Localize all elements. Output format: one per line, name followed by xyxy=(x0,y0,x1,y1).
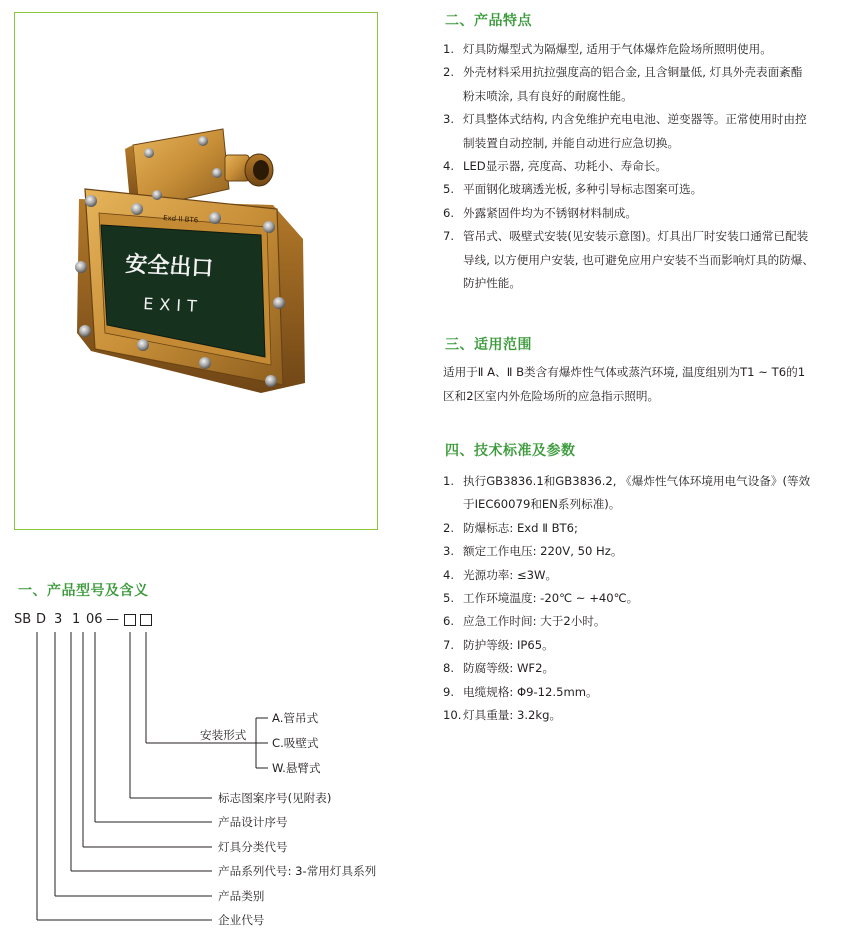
spec-item: 2. 防爆标志: Exd Ⅱ BT6; xyxy=(443,520,578,535)
install-option: W.悬臂式 xyxy=(272,761,321,775)
spec-item: 3. 额定工作电压: 220V, 50 Hz。 xyxy=(443,544,623,559)
model-code-part: D xyxy=(36,612,47,627)
sign-text-en: EXIT xyxy=(142,294,204,317)
install-option: A.管吊式 xyxy=(272,711,319,725)
feature-item: 3. 灯具整体式结构, 内含免维护充电电池、逆变器等。正常使用时由控 制装置自动控制, 并能自动进行应急切换。 xyxy=(443,112,807,150)
sign-text-cn: 安全出口 xyxy=(124,252,214,282)
spec-item: 5. 工作环境温度: -20℃ ~ +40℃。 xyxy=(443,591,639,606)
code-meaning-label: 产品设计序号 xyxy=(218,815,288,829)
ex-marking: Exd II BT6 xyxy=(162,214,199,225)
spec-item: 8. 防腐等级: WF2。 xyxy=(443,661,555,676)
feature-item: 6. 外露紧固件均为不锈钢材料制成。 xyxy=(443,205,637,220)
install-type-label: 安装形式 xyxy=(200,728,247,742)
model-code-part: 1 xyxy=(72,612,81,627)
model-code-part: — xyxy=(106,612,119,627)
model-code-part: SB xyxy=(14,612,32,627)
scope-text: 适用于Ⅱ A、Ⅱ B类含有爆炸性气体或蒸汽环境, 温度组别为T1 ~ T6的1 区和2区室内外危险场所的应急指示照明。 xyxy=(443,365,806,403)
spec-item: 7. 防护等级: IP65。 xyxy=(443,637,554,652)
feature-item: 5. 平面钢化玻璃透光板, 多种引导标志图案可选。 xyxy=(443,182,703,197)
spec-item: 9. 电缆规格: Φ9-12.5mm。 xyxy=(443,684,598,699)
feature-item: 4. LED显示器, 亮度高、功耗小、寿命长。 xyxy=(443,159,667,174)
features-list xyxy=(443,38,814,295)
specs-list xyxy=(443,470,810,727)
spec-item: 4. 光源功率: ≤3W。 xyxy=(443,567,558,582)
code-meaning-label: 标志图案序号(见附表) xyxy=(218,791,332,805)
section4-title: 四、技术标准及参数 xyxy=(445,443,576,459)
model-code-part: 3 xyxy=(54,612,63,627)
feature-item: 1. 灯具防爆型式为隔爆型, 适用于气体爆炸危险场所照明使用。 xyxy=(443,42,772,56)
spec-item: 1. 执行GB3836.1和GB3836.2, 《爆炸性气体环境用电气设备》(等效 于IEC60079和EN系列标准)。 xyxy=(443,474,811,512)
feature-item: 7. 管吊式、吸壁式安装(见安装示意图)。灯具出厂时安装口通常已配装 导线, 以方便用户安装, 也可避免应用户安装不当而影响灯具的防爆、 防护性能。 xyxy=(443,229,814,291)
code-meaning-label: 灯具分类代号 xyxy=(218,840,288,854)
code-meaning-label: 产品系列代号: 3-常用灯具系列 xyxy=(218,864,377,878)
install-option: C.吸壁式 xyxy=(272,736,319,750)
model-code-part: 06 xyxy=(86,612,103,627)
code-meaning-label: 产品类别 xyxy=(218,889,265,903)
feature-item: 2. 外壳材料采用抗拉强度高的铝合金, 且含铜量低, 灯具外壳表面紊酯 粉末喷涂, 具有良好的耐腐性能。 xyxy=(443,65,803,103)
code-meaning-label: 企业代号 xyxy=(218,913,265,927)
section3-title: 三、适用范围 xyxy=(445,337,532,353)
section1-title: 一、产品型号及含义 xyxy=(18,583,149,599)
spec-item: 10. 灯具重量: 3.2kg。 xyxy=(443,708,562,723)
spec-item: 6. 应急工作时间: 大于2小时。 xyxy=(443,614,606,629)
section2-title: 二、产品特点 xyxy=(445,13,532,29)
